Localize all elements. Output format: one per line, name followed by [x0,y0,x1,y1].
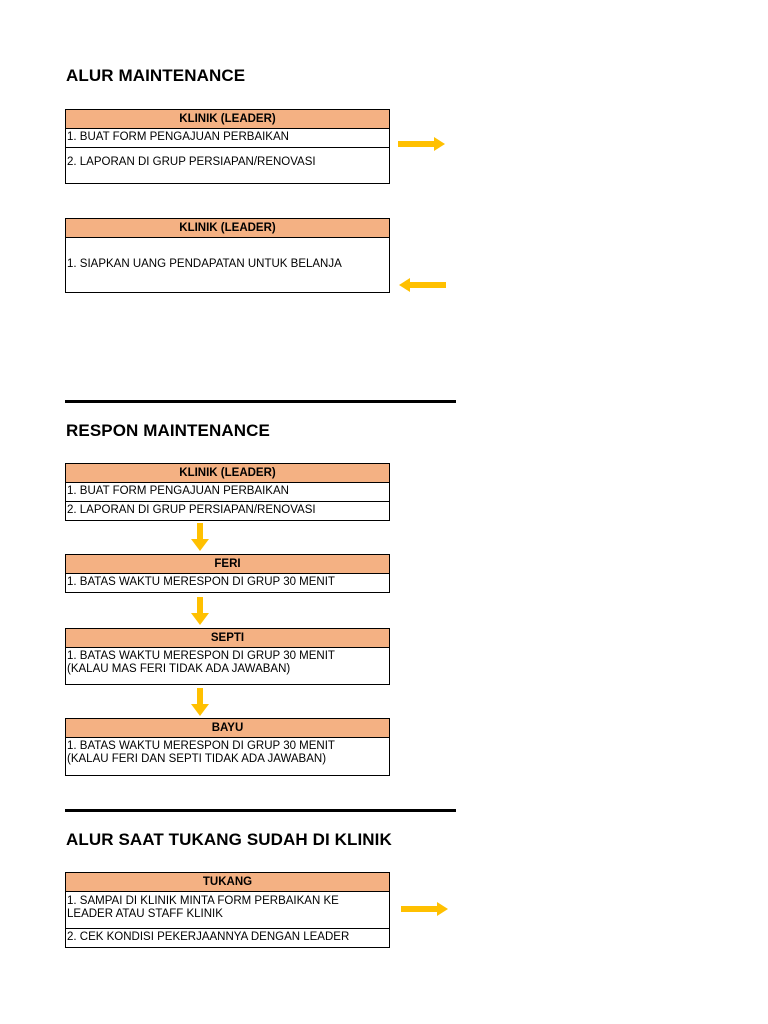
box-row: 2. LAPORAN DI GRUP PERSIAPAN/RENOVASI [67,156,316,168]
box-header: SEPTI [66,629,389,648]
section-divider [65,400,456,403]
box-klinik-leader [65,463,390,521]
section-title-tukang: ALUR SAAT TUKANG SUDAH DI KLINIK [66,830,392,849]
arrow-right-icon [401,902,449,916]
box-row: 1. BATAS WAKTU MERESPON DI GRUP 30 MENIT [67,576,335,588]
box-klinik-leader [65,218,390,293]
box-row: 1. SIAPKAN UANG PENDAPATAN UNTUK BELANJA [67,258,342,270]
box-row: 1. BATAS WAKTU MERESPON DI GRUP 30 MENIT (KALAU FERI DAN SEPTI TIDAK ADA JAWABAN) [67,740,335,765]
box-header: KLINIK (LEADER) [66,464,389,483]
box-klinik-leader [65,109,390,184]
section-divider [65,809,456,812]
box-header: FERI [66,555,389,574]
box-row: 1. SAMPAI DI KLINIK MINTA FORM PERBAIKAN KE LEADER ATAU STAFF KLINIK [66,892,389,929]
box-row: 2. LAPORAN DI GRUP PERSIAPAN/RENOVASI [67,504,316,516]
arrow-down-icon [191,523,209,551]
arrow-down-icon [191,688,209,716]
box-feri [65,554,390,593]
arrow-left-icon [398,278,446,292]
box-row: 1. BUAT FORM PENGAJUAN PERBAIKAN [66,129,389,148]
box-bayu [65,718,390,776]
box-header: BAYU [66,719,389,738]
box-row: 1. BATAS WAKTU MERESPON DI GRUP 30 MENIT (KALAU MAS FERI TIDAK ADA JAWABAN) [67,650,335,675]
box-header: KLINIK (LEADER) [66,219,389,238]
box-row: 2. CEK KONDISI PEKERJAANNYA DENGAN LEADER [67,931,350,943]
arrow-right-icon [398,137,446,151]
box-tukang [65,872,390,948]
box-row: 1. BUAT FORM PENGAJUAN PERBAIKAN [66,483,389,502]
arrow-down-icon [191,597,209,625]
section-title-respon: RESPON MAINTENANCE [66,421,270,440]
box-header: TUKANG [66,873,389,892]
section-title-alur: ALUR MAINTENANCE [66,66,246,85]
box-header: KLINIK (LEADER) [66,110,389,129]
box-septi [65,628,390,685]
